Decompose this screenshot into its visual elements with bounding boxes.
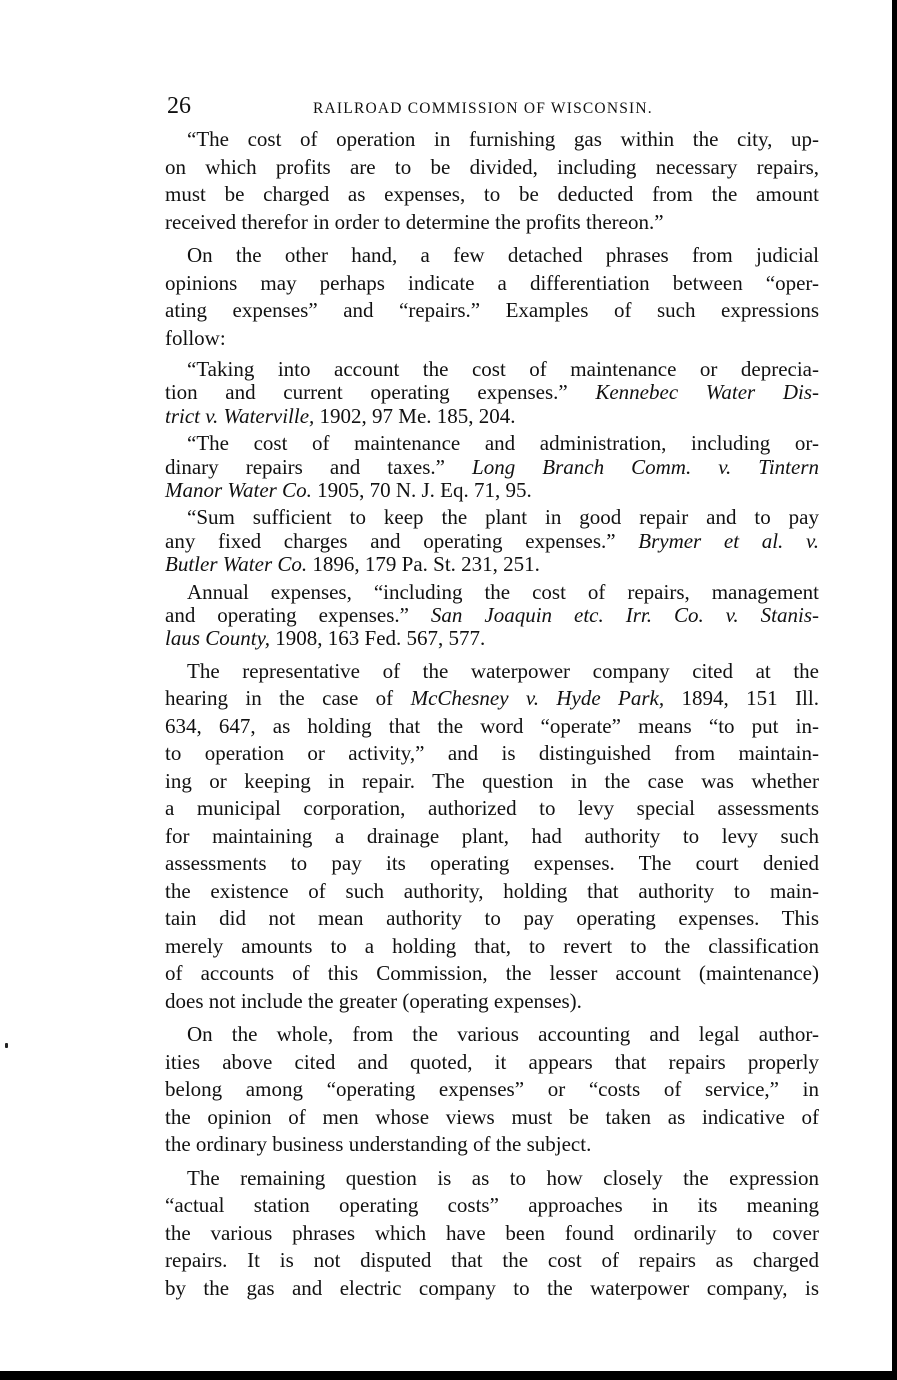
text-run: repairs. It is not disputed that the cost of repairs as charged (165, 1248, 819, 1273)
case-citation: Butler Water Co. (165, 552, 308, 577)
paragraph (165, 358, 819, 428)
text-line (165, 432, 819, 455)
text-run: the various phrases which have been found ordinarily to cover (165, 1220, 819, 1245)
text-line (165, 154, 819, 182)
text-run: and operating expenses.” (165, 603, 431, 628)
text-run: ating expenses” and “repairs.” Examples of such expressions (165, 298, 819, 322)
text-line (165, 479, 819, 502)
case-citation: laus County, (165, 626, 271, 651)
text-run: On the other hand, a few detached phrases from judicial (187, 243, 819, 267)
text-run: of accounts of this Commission, the lesser account (maintenance) (165, 961, 819, 986)
text-line (165, 242, 819, 270)
page (165, 92, 819, 1308)
text-line (165, 1049, 819, 1077)
text-run: tain did not mean authority to pay operating expenses. This (165, 906, 819, 931)
text-line (165, 604, 819, 627)
paragraph (165, 581, 819, 651)
text-run: 1905, 70 N. J. Eq. 71, 95. (311, 478, 532, 503)
text-line (165, 1076, 819, 1104)
text-run: merely amounts to a holding that, to revert to the classification (165, 933, 819, 958)
text-run: hearing in the case of (165, 686, 411, 711)
case-citation: San Joaquin etc. Irr. Co. v. Stanis- (430, 603, 819, 628)
case-citation: Brymer et al. v. (638, 528, 819, 553)
text-run: 1908, 163 Fed. 567, 577. (270, 626, 486, 651)
text-line (165, 1021, 819, 1049)
text-run: 634, 647, as holding that the word “operate” means “to put in- (165, 713, 819, 738)
text-line (165, 1165, 819, 1193)
case-citation: Manor Water Co. (165, 478, 312, 503)
text-line (165, 297, 819, 325)
text-line (165, 506, 819, 529)
text-line (165, 627, 819, 650)
text-line (165, 358, 819, 381)
text-run: ities above cited and quoted, it appears that repairs properly (165, 1049, 819, 1074)
text-line (165, 1104, 819, 1132)
text-line (165, 905, 819, 933)
text-line (165, 530, 819, 553)
text-line (165, 823, 819, 851)
text-line (165, 658, 819, 686)
text-line (165, 1275, 819, 1303)
text-run: “Taking into account the cost of maintenance or deprecia- (187, 357, 819, 381)
scan-edge-bottom (0, 1371, 897, 1380)
text-run: to operation or activity,” and is distinguished from maintain- (165, 741, 819, 766)
body-text (165, 126, 819, 1302)
text-run: ing or keeping in repair. The question in the case was whether (165, 768, 819, 793)
margin-mark (5, 1043, 8, 1048)
case-citation: trict v. Waterville, (165, 403, 315, 428)
text-run: “Sum sufficient to keep the plant in good repair and to pay (187, 505, 819, 530)
text-run: on which profits are to be divided, including necessary repairs, (165, 154, 819, 179)
text-run: The representative of the waterpower company cited at the (187, 658, 819, 683)
case-citation: McChesney v. Hyde Park, (410, 686, 665, 711)
paragraph (165, 126, 819, 236)
text-run: “The cost of operation in furnishing gas within the city, up- (187, 127, 819, 151)
text-run: “The cost of maintenance and administration, including or- (187, 431, 819, 456)
paragraph (165, 1021, 819, 1159)
page-header (165, 92, 819, 126)
text-line (165, 209, 819, 237)
text-run: follow: (165, 325, 226, 350)
text-run: Annual expenses, “including the cost of repairs, management (187, 579, 819, 604)
text-line (165, 1131, 819, 1159)
text-run: 1894, 151 Ill. (664, 686, 819, 711)
text-line (165, 960, 819, 988)
text-line (165, 405, 819, 428)
text-line (165, 581, 819, 604)
running-head: RAILROAD COMMISSION OF WISCONSIN. (313, 100, 653, 117)
text-line (165, 933, 819, 961)
text-run: On the whole, from the various accounting and legal author- (187, 1022, 819, 1047)
text-line (165, 126, 819, 154)
text-line (165, 270, 819, 298)
text-line (165, 456, 819, 479)
text-line (165, 381, 819, 404)
text-run: 1902, 97 Me. 185, 204. (314, 403, 516, 428)
paragraph (165, 658, 819, 1016)
text-run: tion and current operating expenses.” (165, 380, 596, 405)
text-run: The remaining question is as to how closely the expression (187, 1165, 819, 1190)
text-line (165, 1220, 819, 1248)
text-run: dinary repairs and taxes.” (165, 454, 473, 479)
text-line (165, 850, 819, 878)
case-citation: Long Branch Comm. v. Tintern (472, 454, 819, 479)
text-run: must be charged as expenses, to be deducted from the amount (165, 182, 819, 206)
paragraph (165, 1165, 819, 1303)
text-line (165, 795, 819, 823)
text-line (165, 768, 819, 796)
text-line (165, 988, 819, 1016)
text-run: does not include the greater (operating expenses). (165, 988, 582, 1013)
text-run: by the gas and electric company to the waterpower company, is (165, 1275, 819, 1300)
text-run: for maintaining a drainage plant, had authority to levy such (165, 823, 819, 848)
paragraph (165, 432, 819, 502)
case-citation: Kennebec Water Dis- (595, 380, 819, 405)
text-run: any fixed charges and operating expenses.” (165, 528, 639, 553)
text-run: the existence of such authority, holding that authority to main- (165, 878, 819, 903)
text-run: opinions may perhaps indicate a differentiation between “oper- (165, 270, 819, 295)
text-line (165, 740, 819, 768)
text-run: received therefor in order to determine the profits thereon.” (165, 209, 664, 234)
text-line (165, 713, 819, 741)
text-line (165, 181, 819, 209)
text-line (165, 325, 819, 353)
text-run: belong among “operating expenses” or “costs of service,” in (165, 1077, 819, 1102)
text-run: assessments to pay its operating expenses. The court denied (165, 851, 819, 876)
text-run: the opinion of men whose views must be taken as indicative of (165, 1104, 819, 1129)
text-line (165, 685, 819, 713)
scan-edge-right (892, 0, 897, 1380)
paragraph (165, 242, 819, 352)
text-run: “actual station operating costs” approaches in its meaning (165, 1193, 819, 1218)
text-run: a municipal corporation, authorized to levy special assessments (165, 796, 819, 821)
text-line (165, 1192, 819, 1220)
text-run: the ordinary business understanding of the subject. (165, 1132, 592, 1157)
text-line (165, 1247, 819, 1275)
text-line (165, 553, 819, 576)
text-line (165, 878, 819, 906)
page-number: 26 (167, 93, 191, 119)
text-run: 1896, 179 Pa. St. 231, 251. (307, 552, 540, 577)
paragraph (165, 506, 819, 576)
